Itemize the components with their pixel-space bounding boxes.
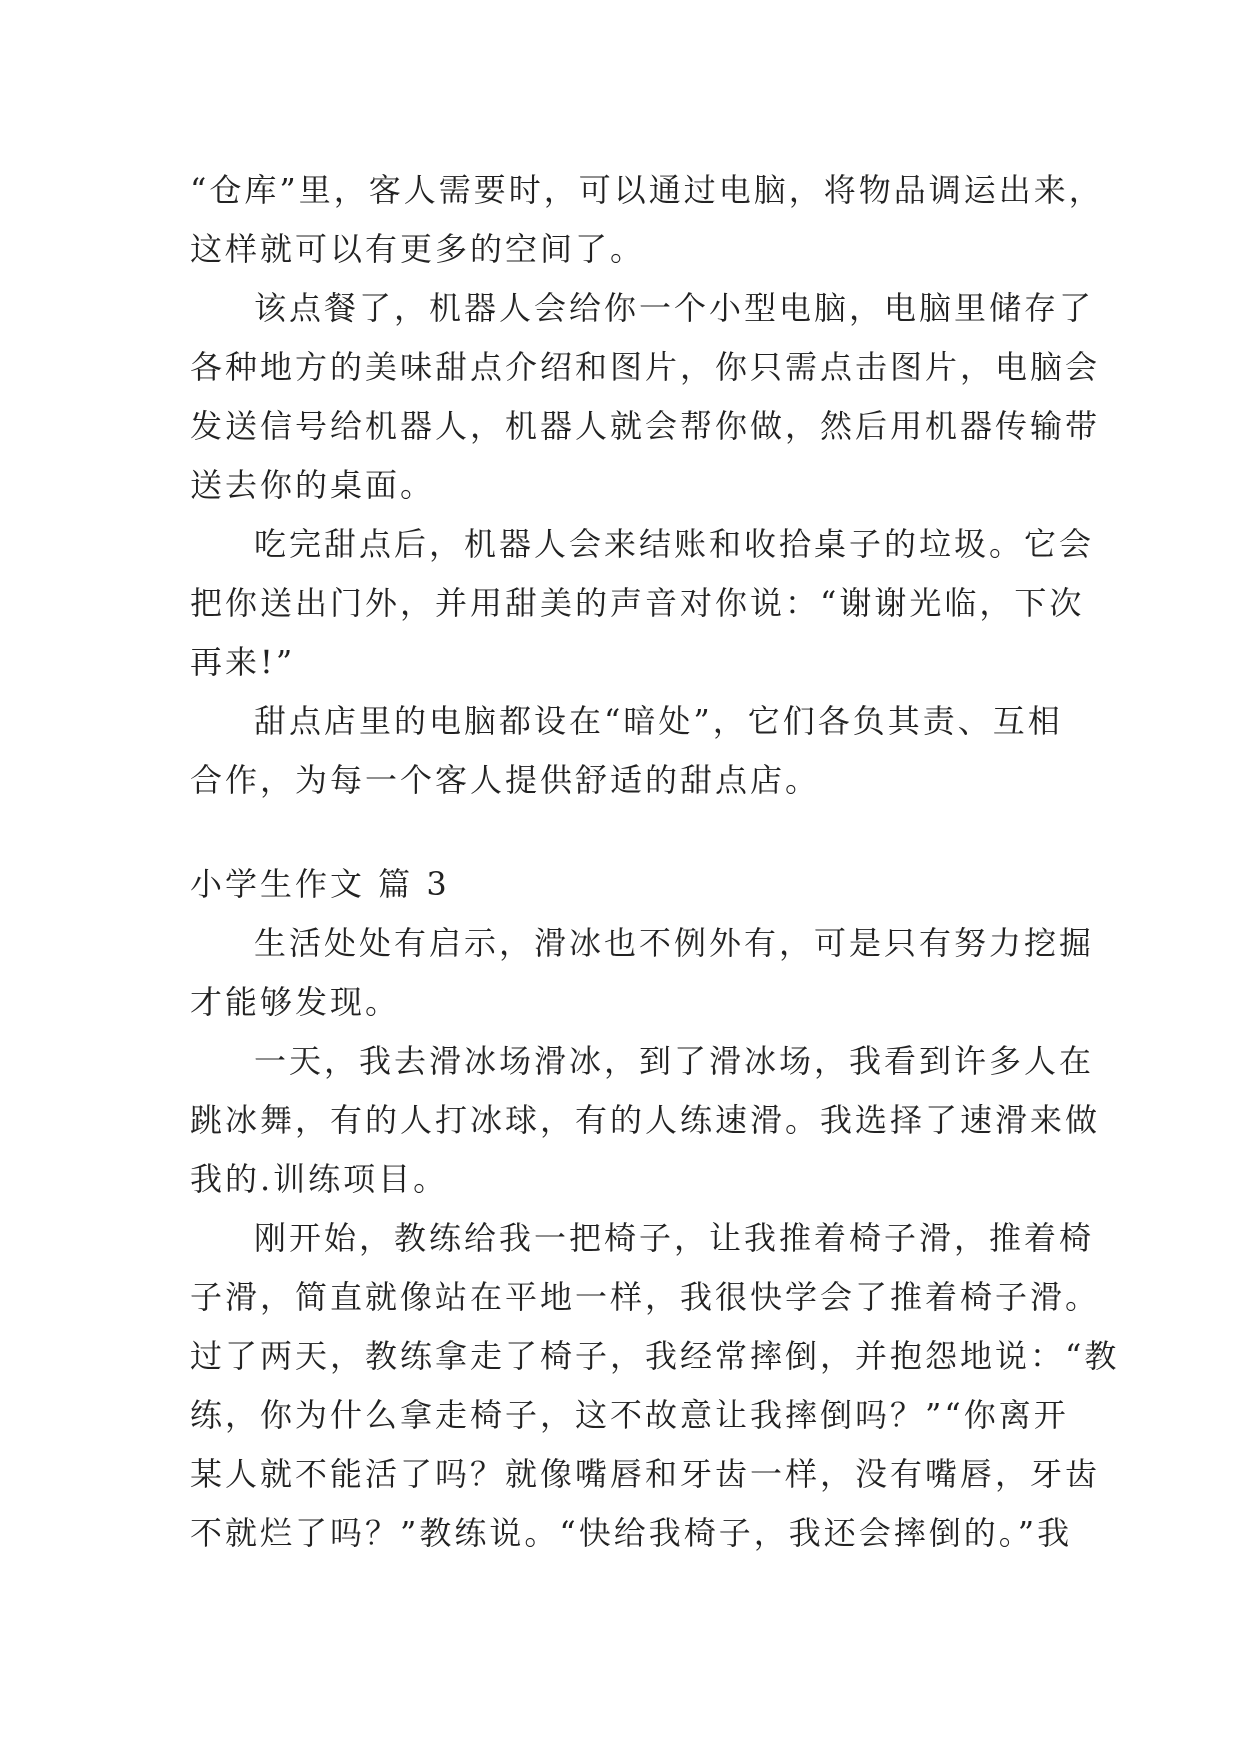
paragraph-line: 这样就可以有更多的空间了。 xyxy=(190,230,646,268)
paragraph-line: 送去你的桌面。 xyxy=(190,466,436,504)
section-heading: 小学生作文 篇 3 xyxy=(190,865,450,903)
paragraph-line: 才能够发现。 xyxy=(190,983,401,1021)
paragraph-line: 甜点店里的电脑都设在“暗处”，它们各负其责、互相 xyxy=(254,702,1063,740)
paragraph-line: 一天，我去滑冰场滑冰，到了滑冰场，我看到许多人在 xyxy=(254,1042,1095,1080)
paragraph-line: 过了两天，教练拿走了椅子，我经常摔倒，并抱怨地说：“教 xyxy=(190,1337,1120,1375)
paragraph-line: 生活处处有启示，滑冰也不例外有，可是只有努力挖掘 xyxy=(254,924,1095,962)
paragraph-line: 跳冰舞，有的人打冰球，有的人练速滑。我选择了速滑来做 xyxy=(190,1101,1101,1139)
paragraph-line: 吃完甜点后，机器人会来结账和收拾桌子的垃圾。它会 xyxy=(254,525,1095,563)
paragraph-line: 各种地方的美味甜点介绍和图片，你只需点击图片，电脑会 xyxy=(190,348,1101,386)
paragraph-line: 该点餐了，机器人会给你一个小型电脑，电脑里储存了 xyxy=(254,289,1095,327)
paragraph-line: 发送信号给机器人，机器人就会帮你做，然后用机器传输带 xyxy=(190,407,1101,445)
paragraph-line: 刚开始，教练给我一把椅子，让我推着椅子滑，推着椅 xyxy=(254,1219,1095,1257)
paragraph-line: 不就烂了吗？”教练说。“快给我椅子，我还会摔倒的。”我 xyxy=(190,1514,1073,1552)
paragraph-line: 合作，为每一个客人提供舒适的甜点店。 xyxy=(190,761,821,799)
paragraph-line: 子滑，简直就像站在平地一样，我很快学会了推着椅子滑。 xyxy=(190,1278,1101,1316)
paragraph-line: 某人就不能活了吗？就像嘴唇和牙齿一样，没有嘴唇，牙齿 xyxy=(190,1455,1101,1493)
paragraph-line: 练，你为什么拿走椅子，这不故意让我摔倒吗？”“你离开 xyxy=(190,1396,1069,1434)
paragraph-line: “仓库”里，客人需要时，可以通过电脑，将物品调运出来， xyxy=(190,171,1104,209)
paragraph-line: 把你送出门外，并用甜美的声音对你说：“谢谢光临，下次 xyxy=(190,584,1085,622)
paragraph-line: 再来!” xyxy=(190,643,296,681)
paragraph-line: 我的.训练项目。 xyxy=(190,1160,449,1198)
